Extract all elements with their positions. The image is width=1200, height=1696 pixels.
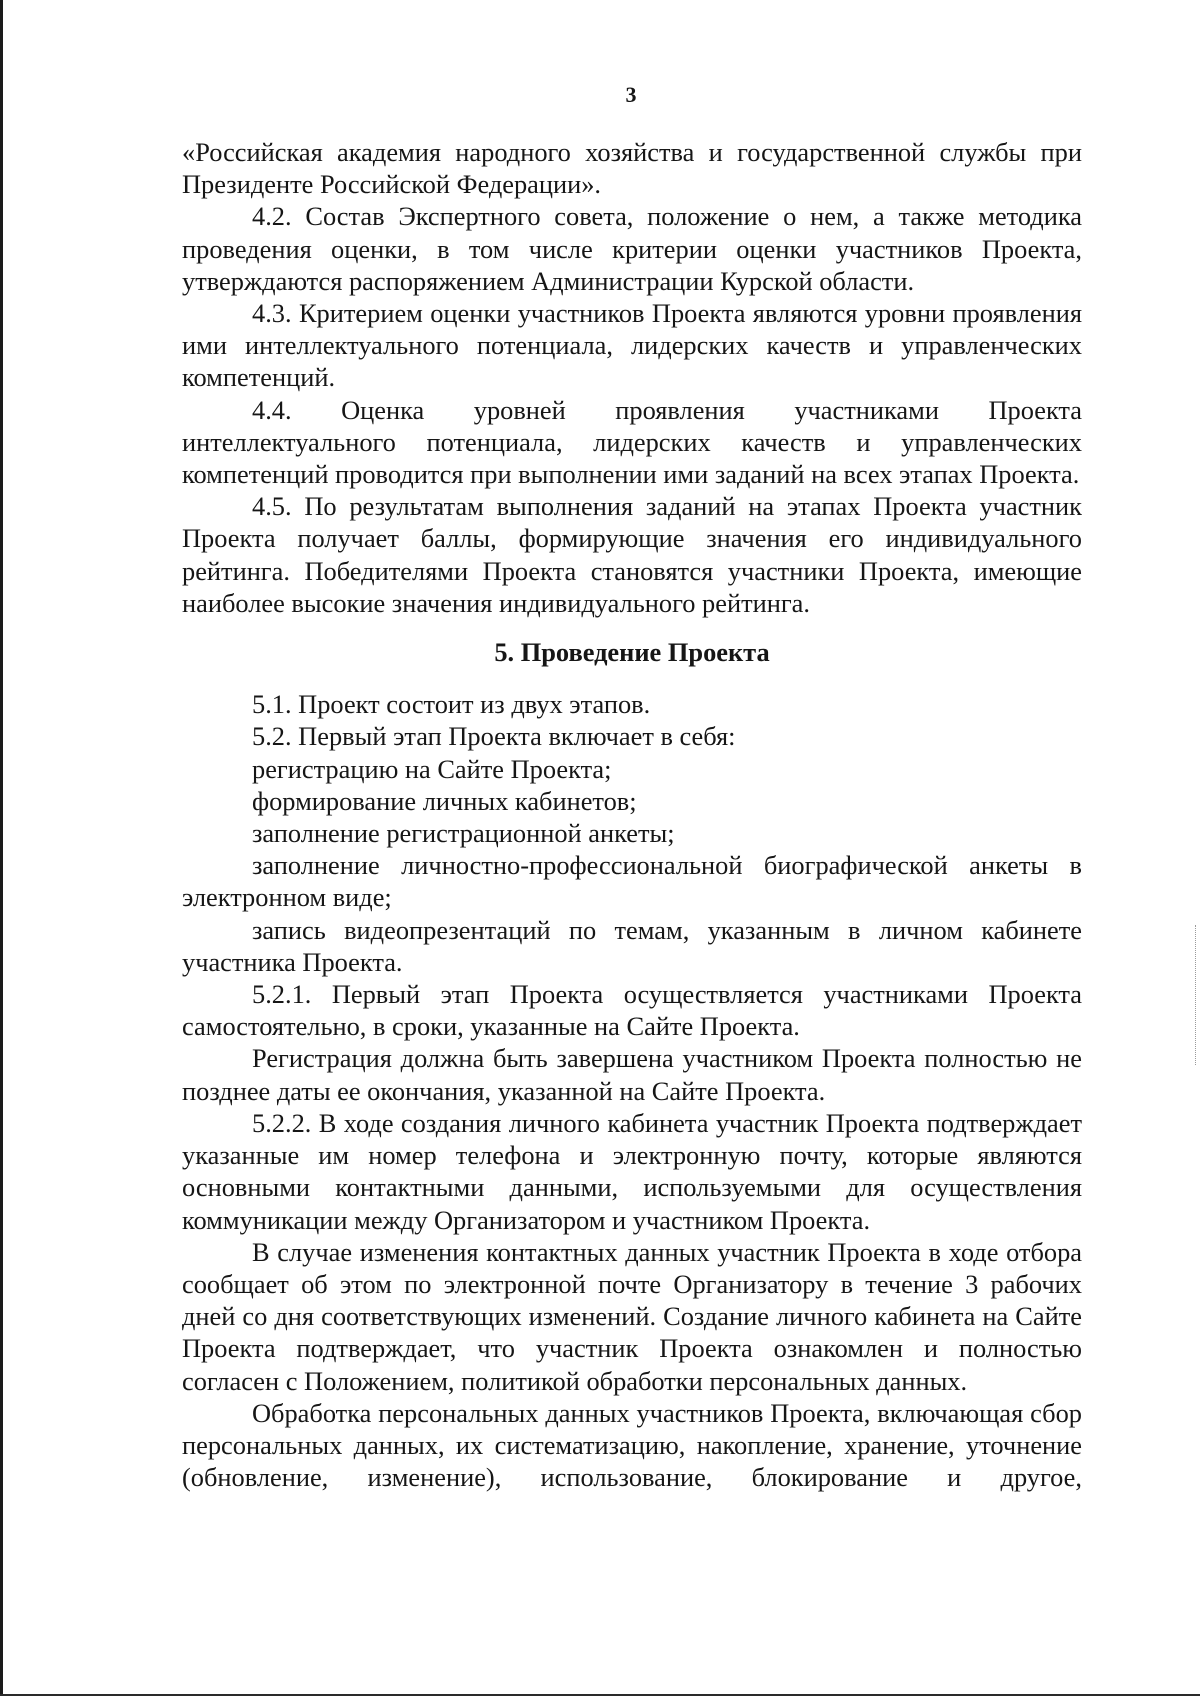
scan-edge-left xyxy=(0,0,3,1696)
page-number: 3 xyxy=(625,82,637,107)
list-item: заполнение личностно-профессиональной биографической анкеты в электронном виде; xyxy=(182,850,1082,913)
paragraph-4-5: 4.5. По результатам выполнения заданий на этапах Проекта участник Проекта получает баллы, формирующие значения его индивидуального рейтинга. Победителями Проекта становятся участники Проекта, имеющие наиболее высокие значения индивидуального рейтинга. xyxy=(182,491,1082,618)
paragraph-4-2: 4.2. Состав Экспертного совета, положение о нем, а также методика проведения оценки, в том числе критерии оценки участников Проекта, утверждаются распоряжением Администрации Курской области. xyxy=(182,201,1082,296)
paragraph: В случае изменения контактных данных участник Проекта в ходе отбора сообщает об этом по электронной почте Организатору в течение 3 рабочих дней со дня соответствующих изменений. Создание личного кабинета на Сайте Проекта подтверждает, что участник Проекта ознакомлен и полностью согласен с Положением, политикой обработки персональных данных. xyxy=(182,1236,1082,1396)
paragraph-5-1: 5.1. Проект состоит из двух этапов. xyxy=(252,689,651,720)
list-item: регистрацию на Сайте Проекта; xyxy=(252,753,612,784)
document-body xyxy=(182,136,1082,1493)
paragraph-5-2-2: 5.2.2. В ходе создания личного кабинета участник Проекта подтверждает указанные им номер телефона и электронную почту, которые являются основными контактными данными, используемыми для осуществления коммуникации между Организатором и участником Проекта. xyxy=(182,1107,1082,1235)
section-heading: 5. Проведение Проекта xyxy=(494,637,770,668)
paragraph: Регистрация должна быть завершена участником Проекта полностью не позднее даты ее окончания, указанной на Сайте Проекта. xyxy=(182,1043,1082,1106)
list-item: заполнение регистрационной анкеты; xyxy=(252,818,675,849)
paragraph-5-2: 5.2. Первый этап Проекта включает в себя: xyxy=(252,721,736,752)
list-item: формирование личных кабинетов; xyxy=(252,785,637,816)
scan-margin-mark xyxy=(1194,925,1196,1065)
paragraph-4-4: 4.4. Оценка уровней проявления участниками Проекта интеллектуального потенциала, лидерских качеств и управленческих компетенций проводится при выполнении ими заданий на всех этапах Проекта. xyxy=(182,394,1082,490)
paragraph-5-2-1: 5.2.1. Первый этап Проекта осуществляется участниками Проекта самостоятельно, в сроки, указанные на Сайте Проекта. xyxy=(182,979,1082,1042)
paragraph: «Российская академия народного хозяйства и государственной службы при Президенте Российской Федерации». xyxy=(182,137,1082,200)
paragraph-4-3: 4.3. Критерием оценки участников Проекта являются уровни проявления ими интеллектуального потенциала, лидерских качеств и управленческих компетенций. xyxy=(182,298,1082,393)
paragraph-continued: Обработка персональных данных участников Проекта, включающая сбор персональных данных, их систематизацию, накопление, хранение, уточнение (обновление, изменение), использование, блокирование и другое, xyxy=(182,1397,1082,1493)
list-item: запись видеопрезентаций по темам, указанным в личном кабинете участника Проекта. xyxy=(182,914,1082,977)
